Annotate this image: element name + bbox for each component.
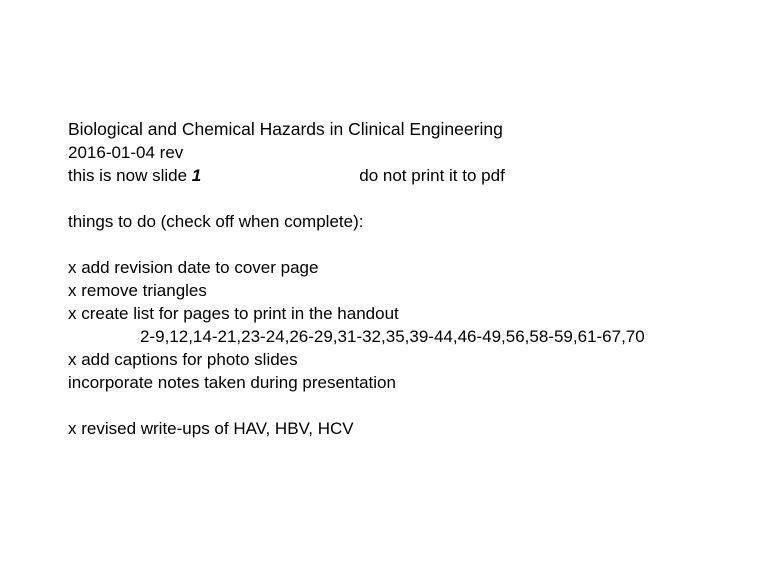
slide-number-prefix: this is now slide — [68, 166, 192, 185]
spacer-1 — [68, 187, 728, 210]
todo-item: x remove triangles — [68, 281, 207, 300]
slide-number-line — [68, 164, 728, 187]
todo-item: incorporate notes taken during presentation — [68, 373, 396, 392]
todo-item: x add revision date to cover page — [68, 258, 319, 277]
slide-text-block — [68, 118, 728, 440]
final-todo-item: x revised write-ups of HAV, HBV, HCV — [68, 419, 354, 438]
spacer-3 — [68, 394, 728, 417]
todo-item: x create list for pages to print in the handout — [68, 304, 399, 323]
todo-heading: things to do (check off when complete): — [68, 212, 364, 231]
todo-item: x add captions for photo slides — [68, 350, 298, 369]
todo-item-page-list: 2-9,12,14-21,23-24,26-29,31-32,35,39-44,46-49,56,58-59,61-67,70 — [140, 327, 645, 346]
revision-date: 2016-01-04 rev — [68, 143, 184, 162]
print-note: do not print it to pdf — [359, 166, 505, 185]
slide-title: Biological and Chemical Hazards in Clinical Engineering — [68, 119, 503, 139]
slide-number-value: 1 — [191, 166, 202, 185]
spacer-2 — [68, 233, 728, 256]
